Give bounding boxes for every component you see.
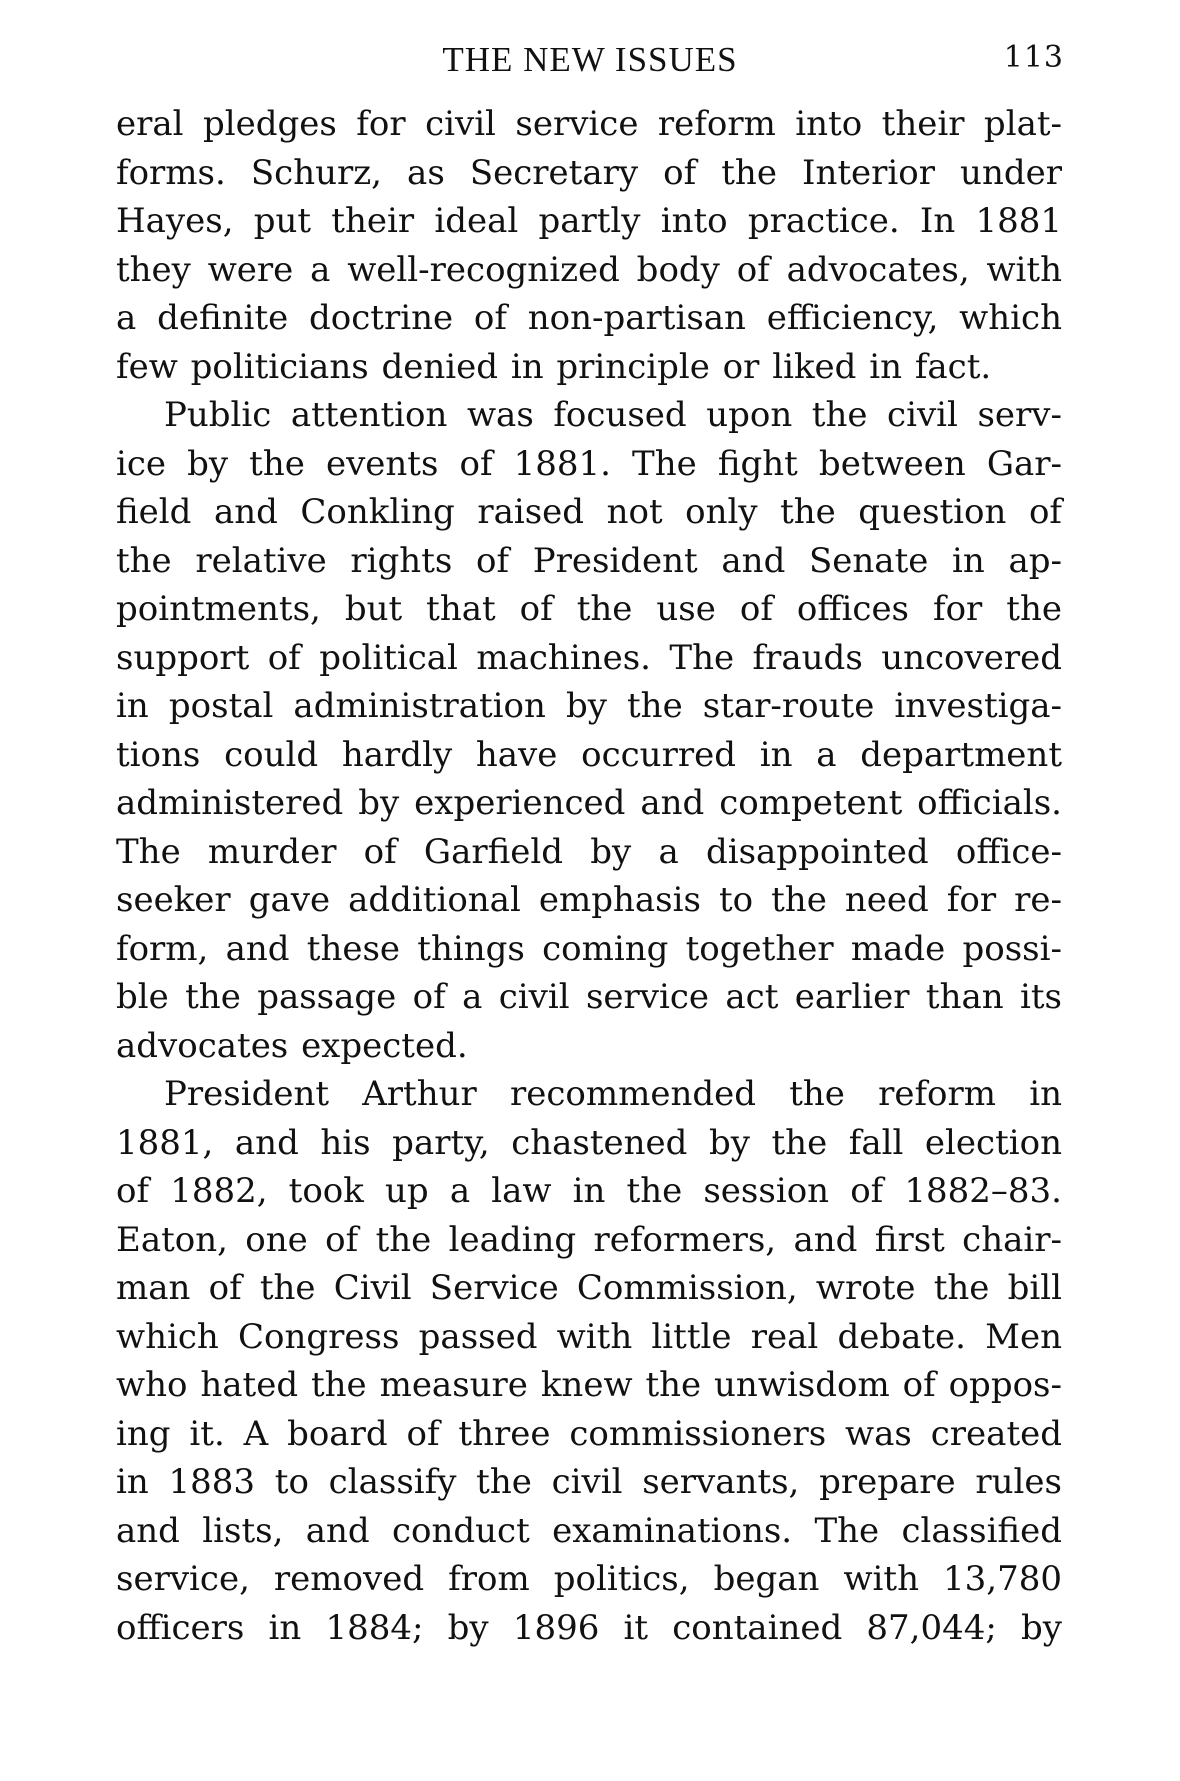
text-line: ble the passage of a civil service act earlier than its (116, 977, 1062, 1017)
paragraph (116, 100, 1062, 391)
text-line: advocates expected. (116, 1025, 468, 1066)
paragraph (116, 391, 1062, 1070)
text-line: who hated the measure knew the unwisdom of oppos- (116, 1365, 1062, 1405)
text-line: tions could hardly have occurred in a department (116, 734, 1062, 775)
text-line: Eaton, one of the leading reformers, and first chair- (116, 1219, 1062, 1260)
text-line: 1881, and his party, chastened by the fall election (116, 1122, 1062, 1163)
text-line: ing it. A board of three commissioners was created (116, 1413, 1062, 1454)
text-line: The murder of Garfield by a disappointed office- (116, 831, 1062, 872)
text-line: they were a well-recognized body of advocates, with (116, 249, 1062, 290)
text-line: man of the Civil Service Commission, wrote the bill (116, 1268, 1062, 1308)
text-line: Hayes, put their ideal partly into practice. In 1881 (116, 201, 1062, 241)
page-number: 113 (1003, 40, 1064, 75)
text-line: President Arthur recommended the reform in (164, 1074, 1062, 1114)
text-line: Public attention was focused upon the civil serv- (164, 395, 1062, 435)
text-line: of 1882, took up a law in the session of 1882–83. (116, 1171, 1062, 1211)
text-line: seeker gave additional emphasis to the need for re- (116, 880, 1062, 920)
text-line: the relative rights of President and Senate in ap- (116, 540, 1062, 581)
text-line: officers in 1884; by 1896 it contained 87,044; by (116, 1607, 1062, 1648)
paragraph (116, 1070, 1062, 1652)
text-line: forms. Schurz, as Secretary of the Interior under (116, 152, 1062, 193)
text-line: and lists, and conduct examinations. The classified (116, 1510, 1062, 1551)
text-line: administered by experienced and competent officials. (116, 783, 1062, 823)
text-line: eral pledges for civil service reform into their plat- (116, 104, 1062, 144)
text-line: a definite doctrine of non-partisan efficiency, which (116, 298, 1062, 338)
body-text (116, 100, 1062, 1652)
text-line: pointments, but that of the use of offices for the (116, 589, 1062, 629)
text-line: field and Conkling raised not only the question of (116, 492, 1062, 532)
text-line: in postal administration by the star-route investiga- (116, 686, 1062, 726)
running-title: THE NEW ISSUES (442, 40, 738, 79)
text-line: few politicians denied in principle or liked in fact. (116, 346, 992, 387)
text-line: form, and these things coming together made possi- (116, 928, 1062, 969)
text-line: service, removed from politics, began with 13,780 (116, 1559, 1062, 1599)
running-head (0, 40, 1180, 90)
text-line: in 1883 to classify the civil servants, prepare rules (116, 1462, 1062, 1502)
text-line: ice by the events of 1881. The fight between Gar- (116, 443, 1062, 484)
text-line: which Congress passed with little real debate. Men (116, 1316, 1062, 1357)
text-line: support of political machines. The frauds uncovered (116, 637, 1062, 678)
